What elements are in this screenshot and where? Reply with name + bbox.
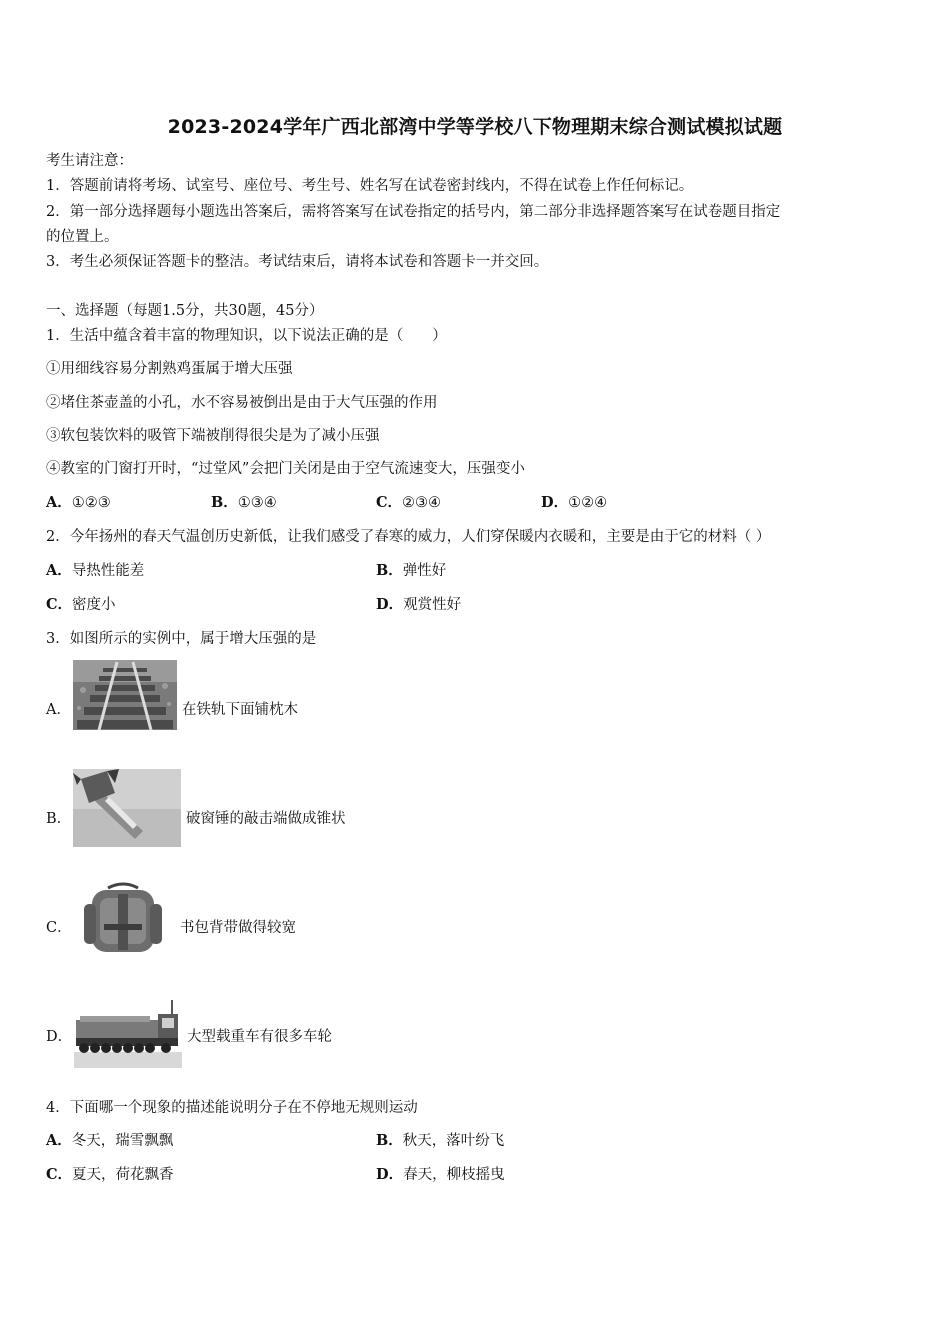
question-3-option-d-text: 大型载重车有很多车轮: [187, 1029, 332, 1045]
question-2-option-c: [46, 595, 116, 615]
option-text: 弹性好: [402, 563, 447, 579]
option-label: A．: [46, 1132, 72, 1149]
option-text: 秋天，落叶纷飞: [402, 1133, 505, 1149]
heavy-truck-icon: [74, 998, 182, 1068]
option-label: C．: [376, 494, 403, 511]
option-text: 春天，柳枝摇曳: [403, 1167, 505, 1183]
page-title: 2023-2024学年广西北部湾中学等学校八下物理期末综合测试模拟试题: [167, 116, 783, 138]
option-text: 冬天，瑞雪飘飘: [71, 1133, 174, 1149]
question-3-option-a-text: 在铁轨下面铺枕木: [182, 702, 298, 718]
question-4-stem: 4．下面哪一个现象的描述能说明分子在不停地无规则运动: [46, 1100, 418, 1116]
option-label: D．: [376, 1166, 404, 1183]
question-3-option-a-label: A．: [46, 702, 71, 718]
question-3-stem: 3．如图所示的实例中，属于增大压强的是: [46, 631, 317, 647]
notice-heading: 考生请注意：: [46, 153, 133, 169]
question-1-statement: ④教室的门窗打开时，“过堂风”会把门关闭是由于空气流速变大，压强变小: [46, 461, 525, 477]
question-2-option-a: [46, 561, 144, 581]
option-label: D．: [376, 596, 404, 613]
question-4-option-d: [376, 1165, 505, 1185]
notice-item: 的位置上。: [46, 229, 119, 245]
notice-item: 1．答题前请将考场、试室号、座位号、考生号、姓名写在试卷密封线内，不得在试卷上作任何标记。: [46, 178, 694, 194]
question-1-option-d: [541, 493, 607, 513]
option-text: ②③④: [402, 495, 442, 511]
railway-track-icon: [73, 660, 177, 730]
notice-item: 3．考生必须保证答题卡的整洁。考试结束后，请将本试卷和答题卡一并交回。: [46, 254, 549, 270]
question-2-option-d: [376, 595, 461, 615]
option-label: D．: [541, 494, 569, 511]
option-label: B．: [211, 494, 238, 511]
option-label: B．: [376, 1132, 403, 1149]
option-label: A．: [46, 494, 72, 511]
question-3-option-d-label: D．: [46, 1029, 73, 1045]
option-text: 夏天，荷花飘香: [72, 1167, 174, 1183]
question-1-statement: ③软包装饮料的吸管下端被削得很尖是为了减小压强: [46, 428, 380, 444]
option-text: ①②④: [568, 495, 608, 511]
option-label: A．: [46, 562, 72, 579]
question-1-stem: 1．生活中蕴含着丰富的物理知识，以下说法正确的是（ ）: [46, 328, 447, 344]
question-2-option-b: [376, 561, 446, 581]
option-text: 观赏性好: [403, 597, 462, 613]
option-text: 导热性能差: [71, 563, 145, 579]
question-1-option-a: [46, 493, 111, 513]
option-text: ①③④: [237, 495, 277, 511]
option-label: C．: [46, 1166, 73, 1183]
question-4-option-c: [46, 1165, 174, 1185]
option-text: 密度小: [72, 597, 116, 613]
question-1-statement: ①用细线容易分割熟鸡蛋属于增大压强: [46, 361, 293, 377]
question-1-option-b: [211, 493, 277, 513]
question-3-option-b-text: 破窗锤的敲击端做成锥状: [186, 811, 346, 827]
question-4-option-b: [376, 1131, 504, 1151]
question-1-option-c: [376, 493, 441, 513]
question-4-option-a: [46, 1131, 173, 1151]
notice-item: 2．第一部分选择题每小题选出答案后，需将答案写在试卷指定的括号内，第二部分非选择题答案写在试卷题目指定: [46, 204, 781, 220]
backpack-icon: [78, 880, 168, 956]
question-3-option-c-label: C．: [46, 920, 72, 936]
question-3-option-b-label: B．: [46, 811, 72, 827]
question-2-stem: 2．今年扬州的春天气温创历史新低，让我们感受了春寒的威力，人们穿保暖内衣暖和，主要是由于它的材料（ ）: [46, 529, 771, 545]
question-3-option-c-text: 书包背带做得较宽: [180, 920, 296, 936]
option-label: C．: [46, 596, 73, 613]
option-label: B．: [376, 562, 403, 579]
section-heading: 一、选择题（每题1.5分，共30题，45分）: [46, 303, 324, 319]
safety-hammer-icon: [73, 769, 181, 847]
question-1-statement: ②堵住茶壶盖的小孔，水不容易被倒出是由于大气压强的作用: [46, 395, 438, 411]
option-text: ①②③: [71, 495, 111, 511]
